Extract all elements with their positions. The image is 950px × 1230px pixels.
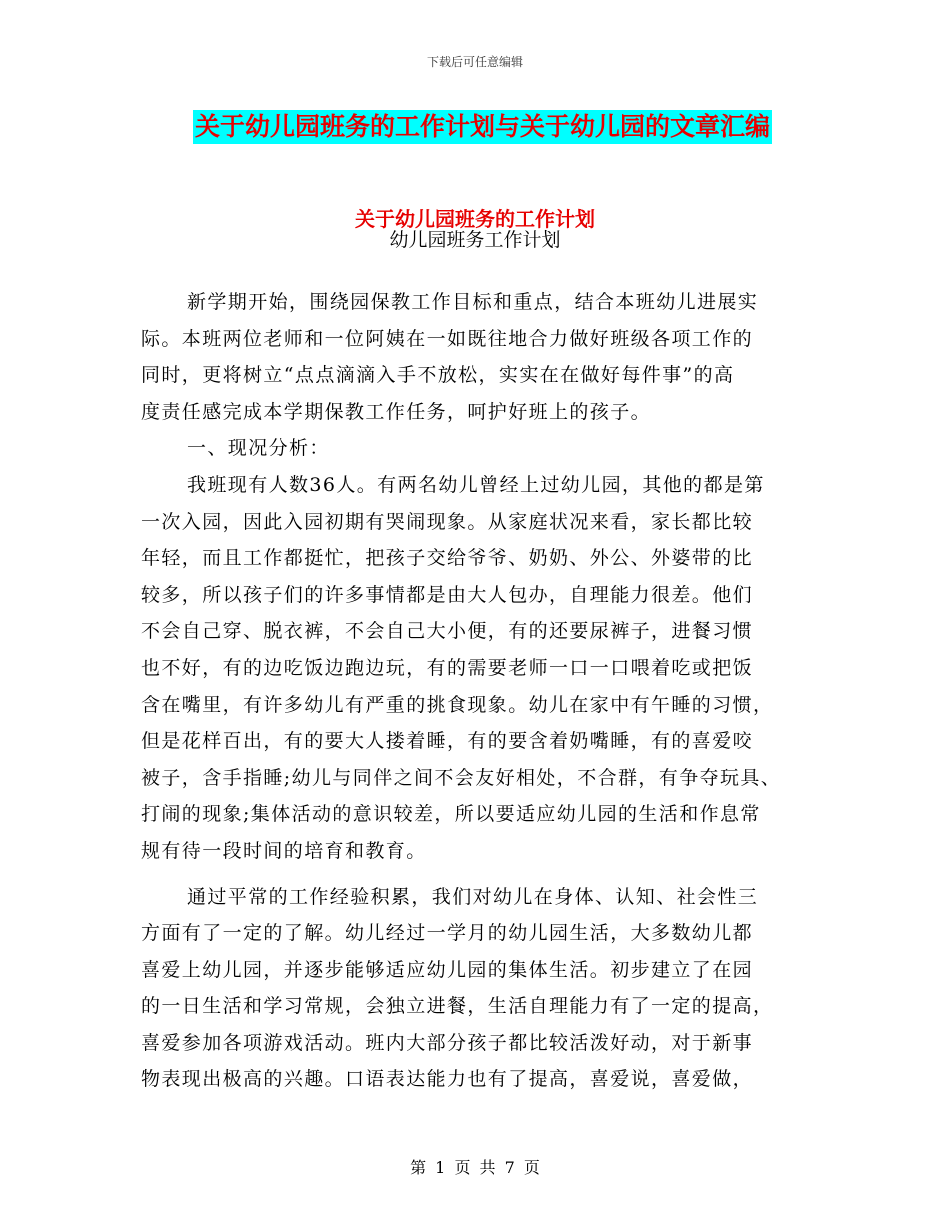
paragraph-2-line: 被子，含手指睡;幼儿与同伴之间不会友好相处，不合群，有争夺玩具、 <box>141 766 782 789</box>
header-note: 下载后可任意编辑 <box>426 55 523 69</box>
paragraph-3-line: 方面有了一定的了解。幼儿经过一学月的幼儿园生活，大多数幼儿都 <box>141 922 754 945</box>
paragraph-3-line: 喜爱上幼儿园，并逐步能够适应幼儿园的集体生活。初步建立了在园 <box>141 958 754 981</box>
paragraph-gap <box>141 870 811 879</box>
paragraph-2-line: 打闹的现象;集体活动的意识较差，所以要适应幼儿园的生活和作息常 <box>141 803 761 826</box>
document-title: 关于幼儿园班务的工作计划与关于幼儿园的文章汇编 <box>193 110 772 144</box>
paragraph-1-line: 际。本班两位老师和一位阿姨在一如既往地合力做好班级各项工作的 <box>141 327 754 350</box>
paragraph-2-line: 一次入园，因此入园初期有哭闹现象。从家庭状况来看，家长都比较 <box>141 510 754 533</box>
paragraph-2-line: 年轻，而且工作都挺忙，把孩子交给爷爷、奶奶、外公、外婆带的比 <box>141 547 754 570</box>
body-text <box>141 284 811 1098</box>
subtitle: 幼儿园班务工作计划 <box>389 229 561 251</box>
paragraph-1-line: 同时，更将树立“点点滴滴入手不放松，实实在在做好每件事”的高 <box>141 364 735 387</box>
paragraph-3-line: 物表现出极高的兴趣。口语表达能力也有了提高，喜爱说，喜爱做， <box>141 1068 754 1091</box>
page-number: 第 1 页 共 7 页 <box>410 1158 540 1177</box>
paragraph-2-line: 我班现有人数36人。有两名幼儿曾经上过幼儿园，其他的都是第 <box>187 473 765 496</box>
paragraph-2-line: 不会自己穿、脱衣裤，不会自己大小便，有的还要尿裤子，进餐习惯 <box>141 620 754 643</box>
paragraph-2-line: 较多，所以孩子们的许多事情都是由大人包办，自理能力很差。他们 <box>141 583 754 606</box>
paragraph-3-line: 喜爱参加各项游戏活动。班内大部分孩子都比较活泼好动，对于新事 <box>141 1031 754 1054</box>
section-heading-situation: 一、现况分析： <box>187 437 330 460</box>
paragraph-2-line: 但是花样百出，有的要大人搂着睡，有的要含着奶嘴睡，有的喜爱咬 <box>141 730 754 753</box>
paragraph-3-line: 的一日生活和学习常规，会独立进餐，生活自理能力有了一定的提高， <box>141 995 774 1018</box>
section-title: 关于幼儿园班务的工作计划 <box>355 207 595 231</box>
paragraph-3-line: 通过平常的工作经验积累，我们对幼儿在身体、认知、社会性三 <box>187 885 759 908</box>
paragraph-2-line: 含在嘴里，有许多幼儿有严重的挑食现象。幼儿在家中有午睡的习惯， <box>141 693 774 716</box>
paragraph-2-line: 规有待一段时间的培育和教育。 <box>141 839 427 862</box>
paragraph-1-line: 度责任感完成本学期保教工作任务，呵护好班上的孩子。 <box>141 400 652 423</box>
paragraph-2-line: 也不好，有的边吃饭边跑边玩，有的需要老师一口一口喂着吃或把饭 <box>141 656 754 679</box>
paragraph-1-line: 新学期开始，围绕园保教工作目标和重点，结合本班幼儿进展实 <box>187 291 759 313</box>
